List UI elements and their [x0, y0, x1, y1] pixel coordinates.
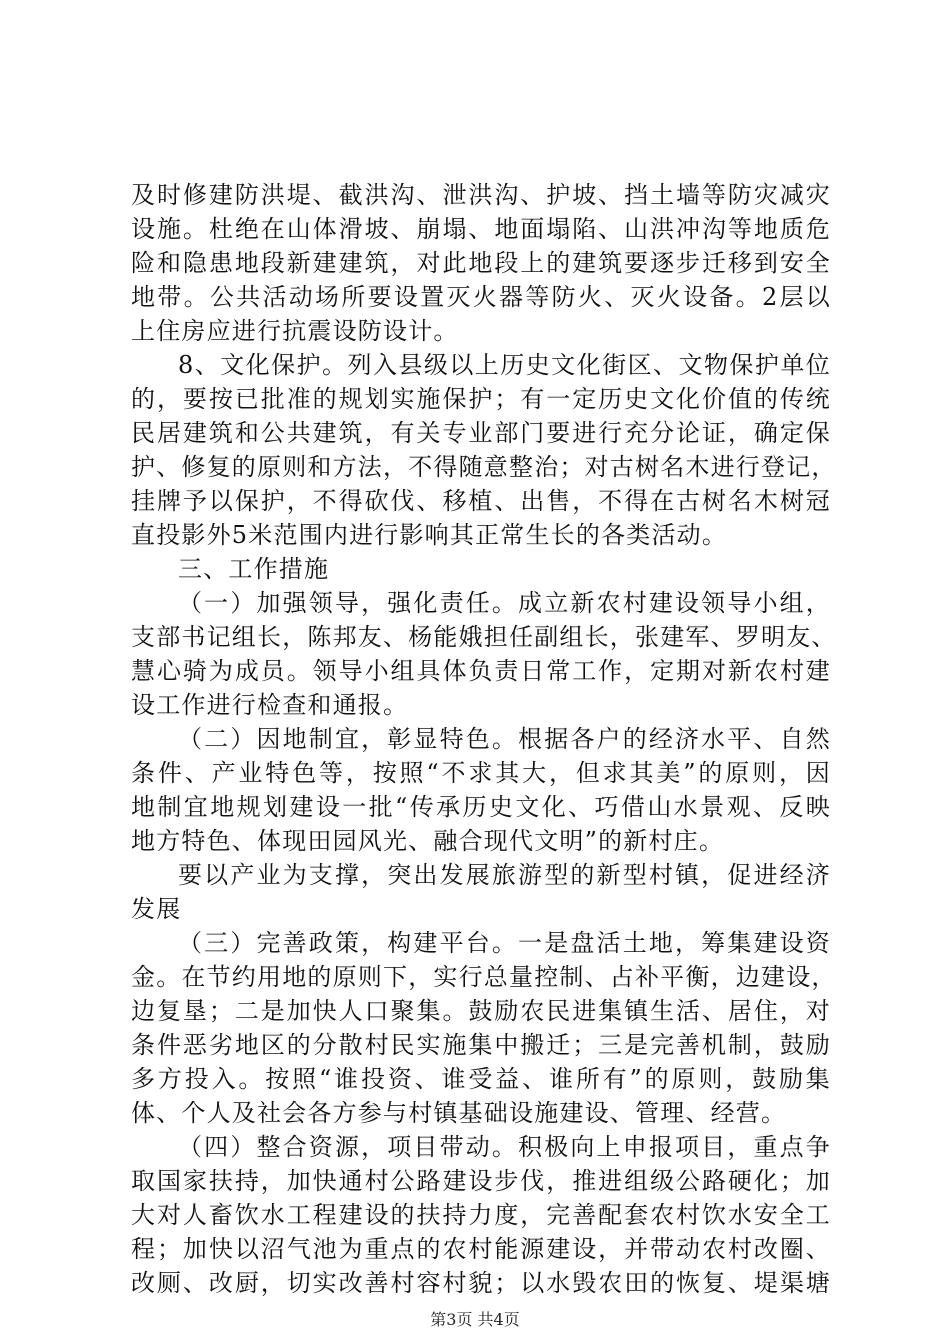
section-heading: 三、工作措施: [178, 555, 330, 583]
body-text-line: 的，要按已批准的规划实施保护；有一定历史文化价值的传统: [131, 385, 831, 413]
body-text-line: 边复垦；二是加快人口聚集。鼓励农民进集镇生活、居住，对: [131, 997, 831, 1025]
body-text-line: 地制宜地规划建设一批“传承历史文化、巧借山水景观、反映: [131, 793, 831, 821]
body-text-line: 改厕、改厨，切实改善村容村貌；以水毁农田的恢复、堤渠塘: [131, 1269, 831, 1297]
body-text-line: 直投影外5米范围内进行影响其正常生长的各类活动。: [131, 521, 728, 549]
subsection-3-first-line: （三）完善政策，构建平台。一是盘活土地，筹集建设资: [178, 929, 831, 957]
page-number-footer: 第3页 共4页: [430, 1310, 520, 1329]
body-text-line: 地方特色、体现田园风光、融合现代文明”的新村庄。: [131, 827, 725, 855]
body-text-line: 体、个人及社会各方参与村镇基础设施建设、管理、经营。: [131, 1099, 787, 1127]
body-text-line: 挂牌予以保护，不得砍伐、移植、出售，不得在古树名木树冠: [131, 487, 831, 515]
body-text-line: 多方投入。按照“谁投资、谁受益、谁所有”的原则，鼓励集: [131, 1065, 831, 1093]
body-text-line: 支部书记组长，陈邦友、杨能娥担任副组长，张建军、罗明友、: [131, 623, 837, 651]
body-text-line: 金。在节约用地的原则下，实行总量控制、占补平衡，边建设，: [131, 963, 837, 991]
body-text-line: 取国家扶持，加快通村公路建设步伐，推进组级公路硬化；加: [131, 1167, 831, 1195]
section-8-heading-line: 8、文化保护。列入县级以上历史文化街区、文物保护单位: [178, 351, 831, 379]
subsection-1-first-line: （一）加强领导，强化责任。成立新农村建设领导小组，: [178, 589, 831, 617]
body-text-line: 地带。公共活动场所要设置灭火器等防火、灭火设备。2层以: [131, 283, 831, 311]
body-text-line: 及时修建防洪堤、截洪沟、泄洪沟、护坡、挡土墙等防灾减灾: [131, 181, 831, 209]
body-text-line: 设施。杜绝在山体滑坡、崩塌、地面塌陷、山洪冲沟等地质危: [131, 215, 831, 243]
subsection-4-first-line: （四）整合资源，项目带动。积极向上申报项目，重点争: [178, 1133, 831, 1161]
body-text-line: 大对人畜饮水工程建设的扶持力度，完善配套农村饮水安全工: [131, 1201, 831, 1229]
paragraph-first-line: 要以产业为支撑，突出发展旅游型的新型村镇，促进经济: [178, 861, 831, 889]
body-text-line: 设工作进行检查和通报。: [131, 691, 409, 719]
subsection-2-first-line: （二）因地制宜，彰显特色。根据各户的经济水平、自然: [178, 725, 831, 753]
body-text-line: 条件恶劣地区的分散村民实施集中搬迁；三是完善机制，鼓励: [131, 1031, 831, 1059]
body-text-line: 险和隐患地段新建建筑，对此地段上的建筑要逐步迁移到安全: [131, 249, 831, 277]
body-text-line: 慧心骑为成员。领导小组具体负责日常工作，定期对新农村建: [131, 657, 831, 685]
body-text-line: 上住房应进行抗震设防设计。: [131, 317, 459, 345]
body-text-line: 程；加快以沼气池为重点的农村能源建设，并带动农村改圈、: [131, 1235, 831, 1263]
body-text-line: 民居建筑和公共建筑，有关专业部门要进行充分论证，确定保: [131, 419, 831, 447]
body-text-line: 护、修复的原则和方法，不得随意整治；对古树名木进行登记，: [131, 453, 837, 481]
body-text-line: 条件、产业特色等，按照“不求其大，但求其美”的原则，因: [131, 759, 831, 787]
body-text-line: 发展: [131, 895, 182, 923]
